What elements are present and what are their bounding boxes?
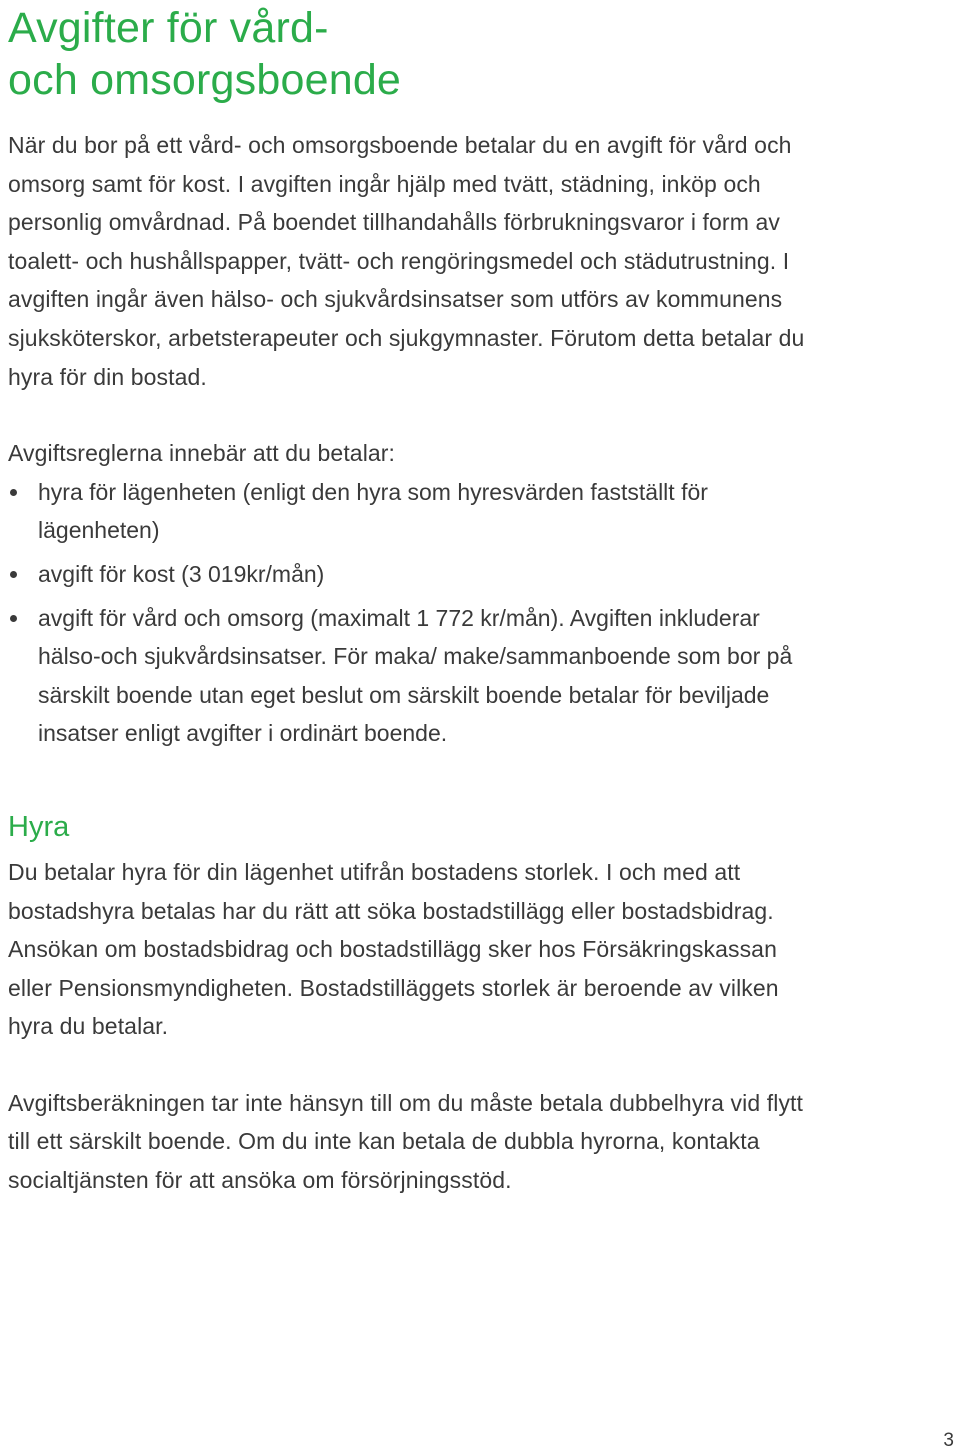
- intro-paragraph: När du bor på ett vård- och omsorgsboende betalar du en avgift för vård och omsorg samt för kost. I avgiften ingår hjälp med tvätt, städning, inköp och personlig omvårdnad. På boendet tillhandahålls förbrukningsvaror i form av toalett- och hushållspapper, tvätt- och rengöringsmedel och städutrustning. I avgiften ingår även hälso- och sjukvårdsinsatser som utförs av kommunens sjuksköterskor, arbetsterapeuter och sjukgymnaster. Förutom detta betalar du hyra för din bostad.: [8, 132, 805, 390]
- bullet-icon: [10, 615, 17, 622]
- page-title-line-1: Avgifter för vård-: [8, 4, 329, 52]
- list-item-text: hyra för lägenheten (enligt den hyra som hyresvärden fastställt för lägenheten): [38, 478, 708, 544]
- document-page: [8, 0, 808, 1200]
- list-item-text: avgift för kost (3 019kr/mån): [38, 560, 325, 587]
- list-item: [8, 599, 808, 753]
- page-number: 3: [943, 1430, 954, 1451]
- list-item-text: avgift för vård och omsorg (maximalt 1 772 kr/mån). Avgiften inkluderar hälso-och sjukvårdsinsatser. För maka/ make/sammanboende som bor på särskilt boende utan eget beslut om särskilt boende betalar för beviljade insatser enligt avgifter i ordinärt boende.: [38, 604, 793, 747]
- list-item: [8, 555, 808, 594]
- page-title: [8, 0, 808, 106]
- page-title-line-2: och omsorgsboende: [8, 56, 402, 104]
- bullet-icon: [10, 489, 17, 496]
- bullet-icon: [10, 571, 17, 578]
- double-rent-paragraph: Avgiftsberäkningen tar inte hänsyn till om du måste betala dubbelhyra vid flytt till ett särskilt boende. Om du inte kan betala de dubbla hyrorna, kontakta socialtjänsten för att ansöka om försörjningsstöd.: [8, 1089, 804, 1194]
- fee-rules-list: [8, 473, 808, 753]
- rent-paragraph: Du betalar hyra för din lägenhet utifrån bostadens storlek. I och med att bostadshyra betalas har du rätt att söka bostadstillägg eller bostadsbidrag. Ansökan om bostadsbidrag och bostadstillägg sker hos Försäkringskassan eller Pensionsmyndigheten. Bostadstilläggets storlek är beroende av vilken hyra du betalar.: [8, 858, 779, 1040]
- rent-heading: Hyra: [8, 810, 70, 843]
- list-item: [8, 473, 808, 550]
- fee-rules-intro: Avgiftsreglerna innebär att du betalar:: [8, 440, 396, 467]
